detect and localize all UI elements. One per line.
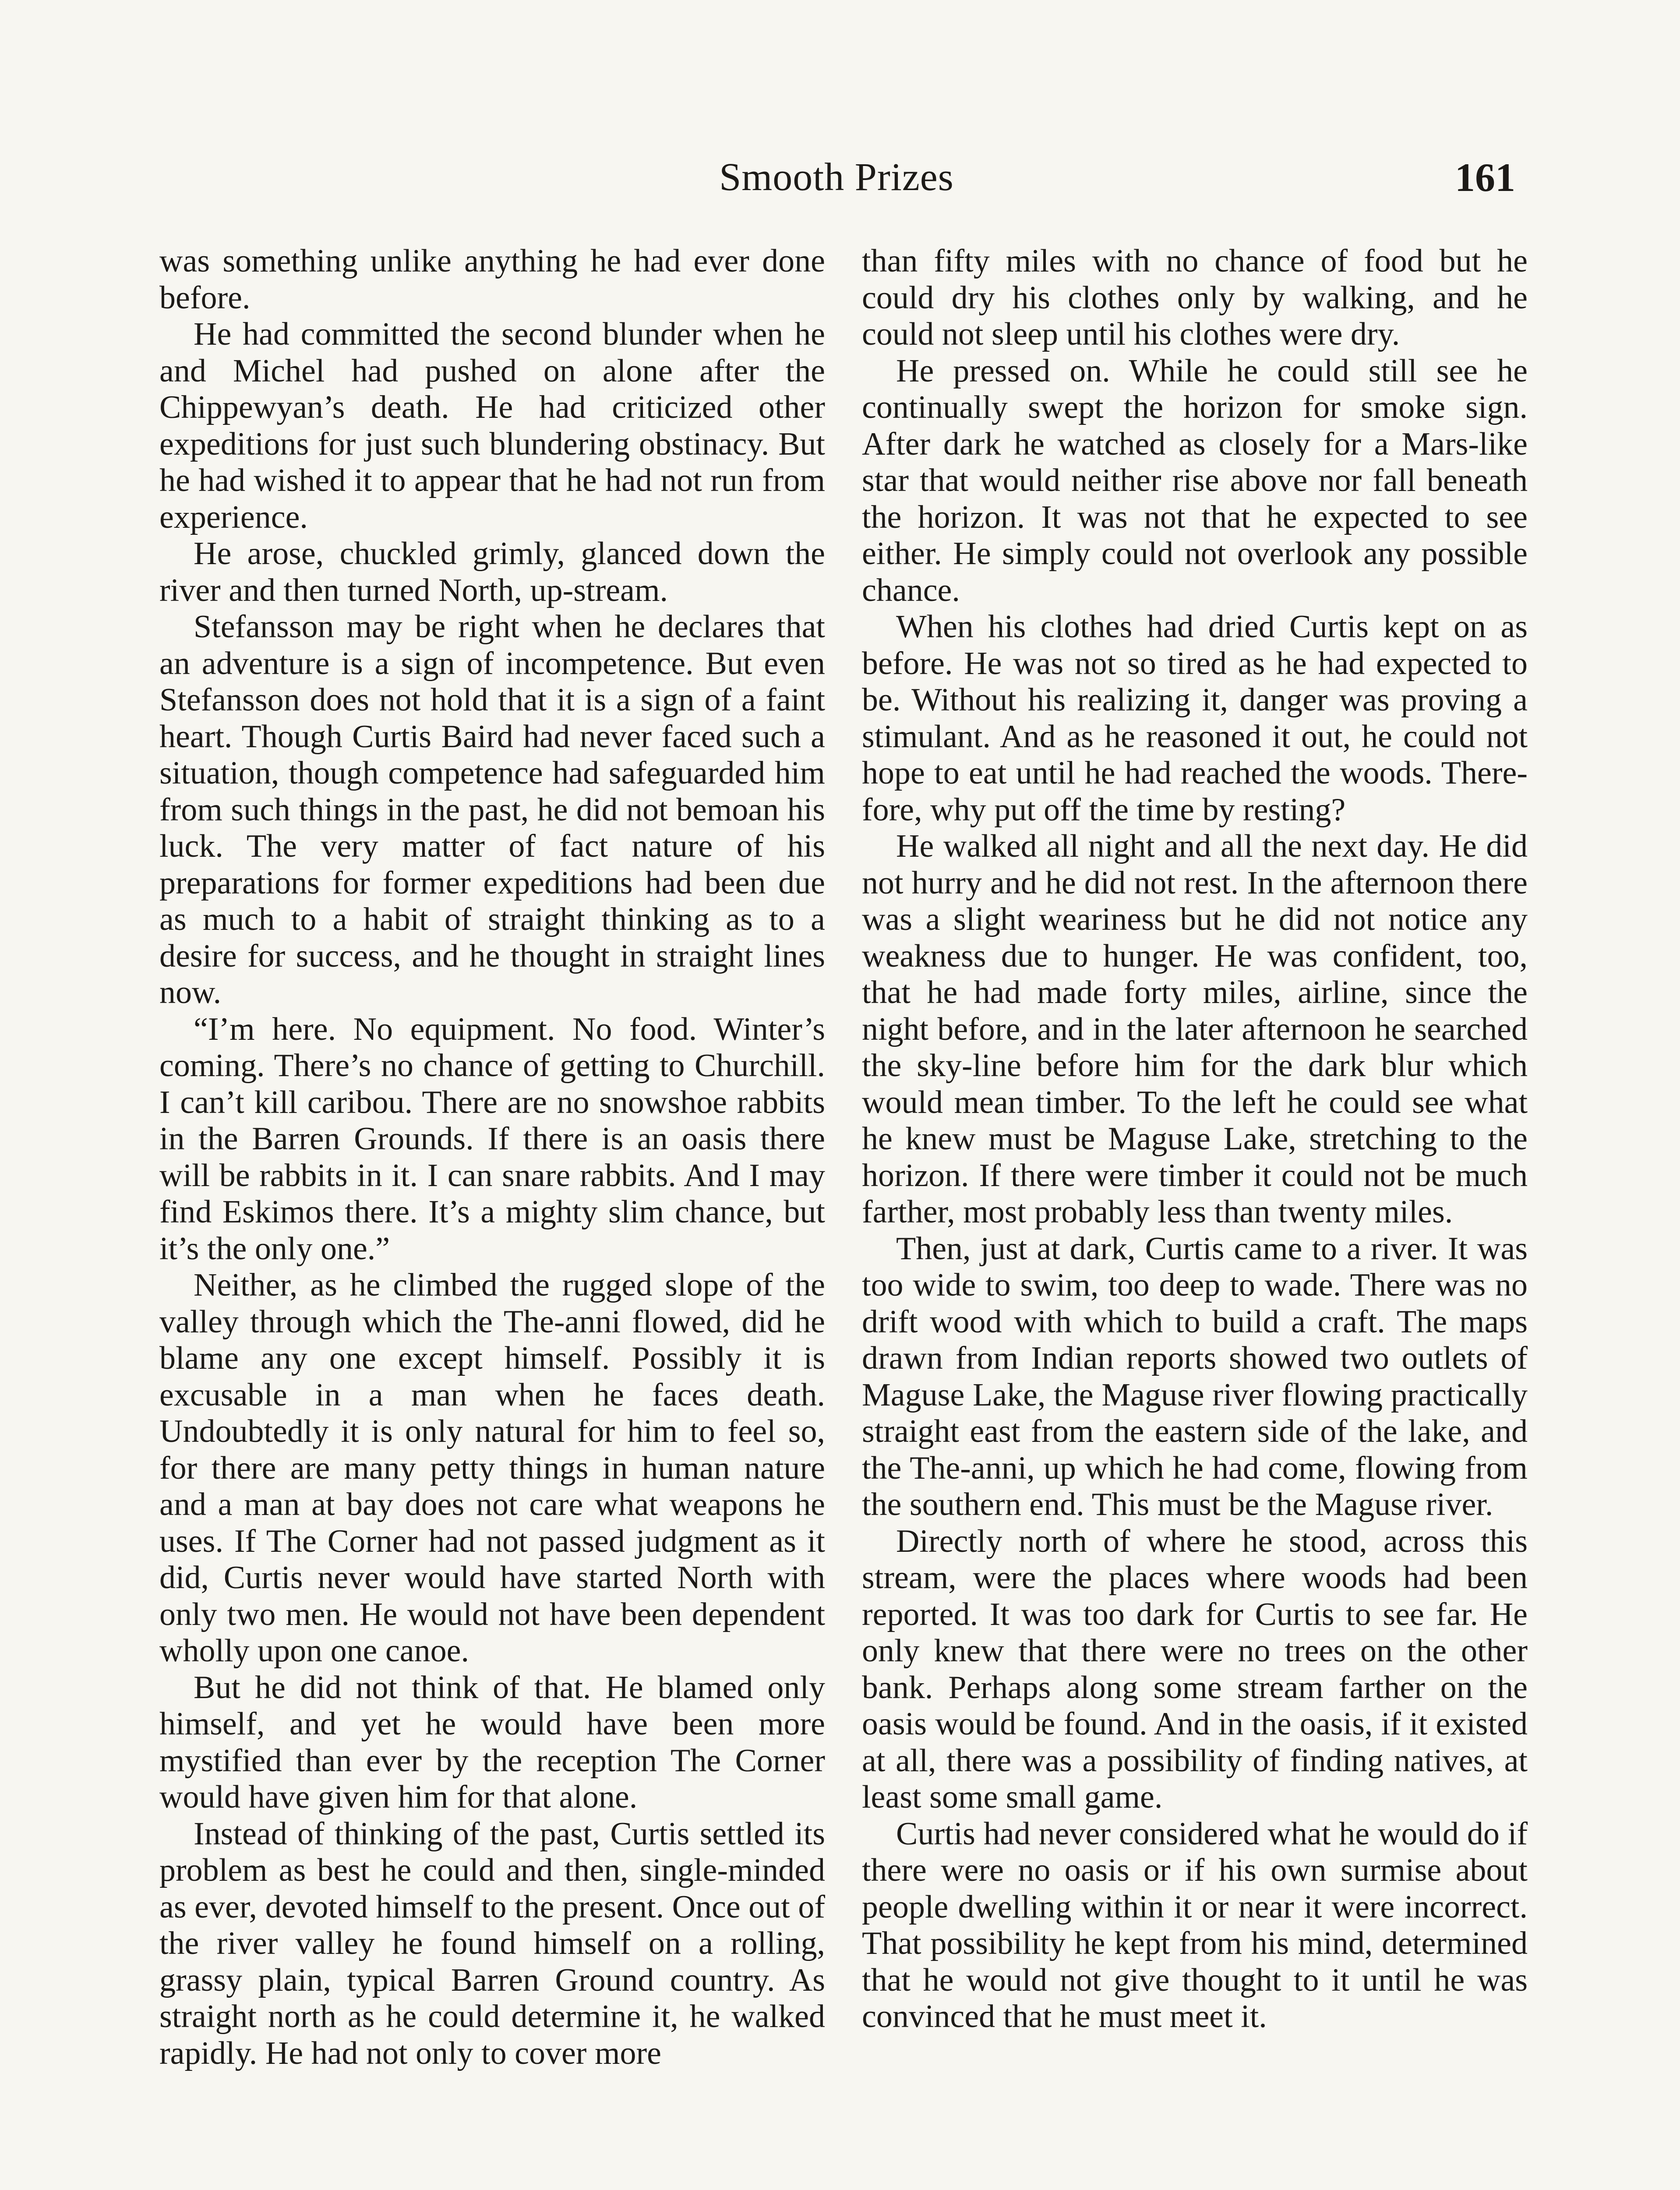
page-number: 161	[1455, 155, 1515, 200]
paragraph: Stefansson may be right when he declares that an adventure is a sign of incompetence. But even Stefansson does not hold that it is a sign of a faint heart. Though Curtis Baird had never faced such a situation, though competence had safeguarded him from such things in the past, he did not bemoan his luck. The very matter of fact nature of his preparations for former expeditions had been due as much to a habit of straight thinking as to a desire for success, and he thought in straight lines now.	[159, 609, 825, 1010]
paragraph: But he did not think of that. He blamed only himself, and yet he would have been more mystified than ever by the reception The Corner would have given him for that alone.	[159, 1669, 825, 1815]
paragraph: Then, just at dark, Curtis came to a river. It was too wide to swim, too deep to wade. There was no drift wood with which to build a craft. The maps drawn from Indian reports showed two outlets of Maguse Lake, the Maguse river flowing practically straight east from the eastern side of the lake, and the The-anni, up which he had come, flowing from the southern end. This must be the Maguse river.	[862, 1230, 1528, 1522]
paragraph: He walked all night and all the next day. He did not hurry and he did not rest. In the afternoon there was a slight weariness but he did not notice any weakness due to hunger. He was confident, too, that he had made forty miles, airline, since the night before, and in the later afternoon he searched the sky-line before him for the dark blur which would mean timber. To the left he could see what he knew must be Maguse Lake, stretching to the horizon. If there were timber it could not be much farther, most probably less than twenty miles.	[862, 828, 1528, 1230]
paragraph: Curtis had never considered what he would do if there were no oasis or if his own surmise about people dwelling within it or near it were incorrect. That possibility he kept from his mind, determined that he would not give thought to it until he was convinced that he must meet it.	[862, 1816, 1528, 2035]
paragraph: Directly north of where he stood, across this stream, were the places where woods had been reported. It was too dark for Curtis to see far. He only knew that there were no trees on the other bank. Perhaps along some stream farther on the oasis would be found. And in the oasis, if it existed at all, there was a possibility of finding natives, at least some small game.	[862, 1523, 1528, 1815]
left-column	[159, 243, 825, 2072]
running-title: Smooth Prizes	[719, 155, 954, 199]
paragraph: He pressed on. While he could still see he continually swept the horizon for smoke sign. After dark he watched as closely for a Mars-like star that would neither rise above nor fall beneath the horizon. It was not that he expected to see either. He simply could not overlook any possible chance.	[862, 353, 1528, 608]
paragraph: Neither, as he climbed the rugged slope of the valley through which the The-anni flowed, did he blame any one except himself. Possibly it is excusable in a man when he faces death. Undoubtedly it is only natural for him to feel so, for there are many petty things in human nature and a man at bay does not care what weapons he uses. If The Corner had not passed judgment as it did, Curtis never would have started North with only two men. He would not have been dependent wholly upon one canoe.	[159, 1267, 825, 1669]
paragraph: Instead of thinking of the past, Curtis settled its problem as best he could and then, single-minded as ever, devoted himself to the present. Once out of the river valley he found himself on a rolling, grassy plain, typical Barren Ground country. As straight north as he could determine it, he walked rapidly. He had not only to cover more	[159, 1816, 825, 2071]
paragraph: than fifty miles with no chance of food but he could dry his clothes only by walking, and he could not sleep until his clothes were dry.	[862, 243, 1528, 352]
paragraph: When his clothes had dried Curtis kept on as before. He was not so tired as he had expected to be. Without his realizing it, danger was proving a stimulant. And as he reasoned it out, he could not hope to eat until he had reached the woods. Therefore, why put off the time by resting?	[862, 609, 1528, 828]
paragraph: He arose, chuckled grimly, glanced down the river and then turned North, up-stream.	[159, 536, 825, 608]
paragraph: “I’m here. No equipment. No food. Winter’s coming. There’s no chance of getting to Churchill. I can’t kill caribou. There are no snowshoe rabbits in the Barren Grounds. If there is an oasis there will be rabbits in it. I can snare rabbits. And I may find Eskimos there. It’s a mighty slim chance, but it’s the only one.”	[159, 1011, 825, 1267]
right-column	[862, 243, 1528, 2035]
paragraph: was something unlike anything he had ever done before.	[159, 243, 825, 316]
running-head	[158, 145, 1515, 210]
paragraph: He had committed the second blunder when he and Michel had pushed on alone after the Chippewyan’s death. He had criticized other expeditions for just such blundering obstinacy. But he had wished it to appear that he had not run from experience.	[159, 316, 825, 535]
